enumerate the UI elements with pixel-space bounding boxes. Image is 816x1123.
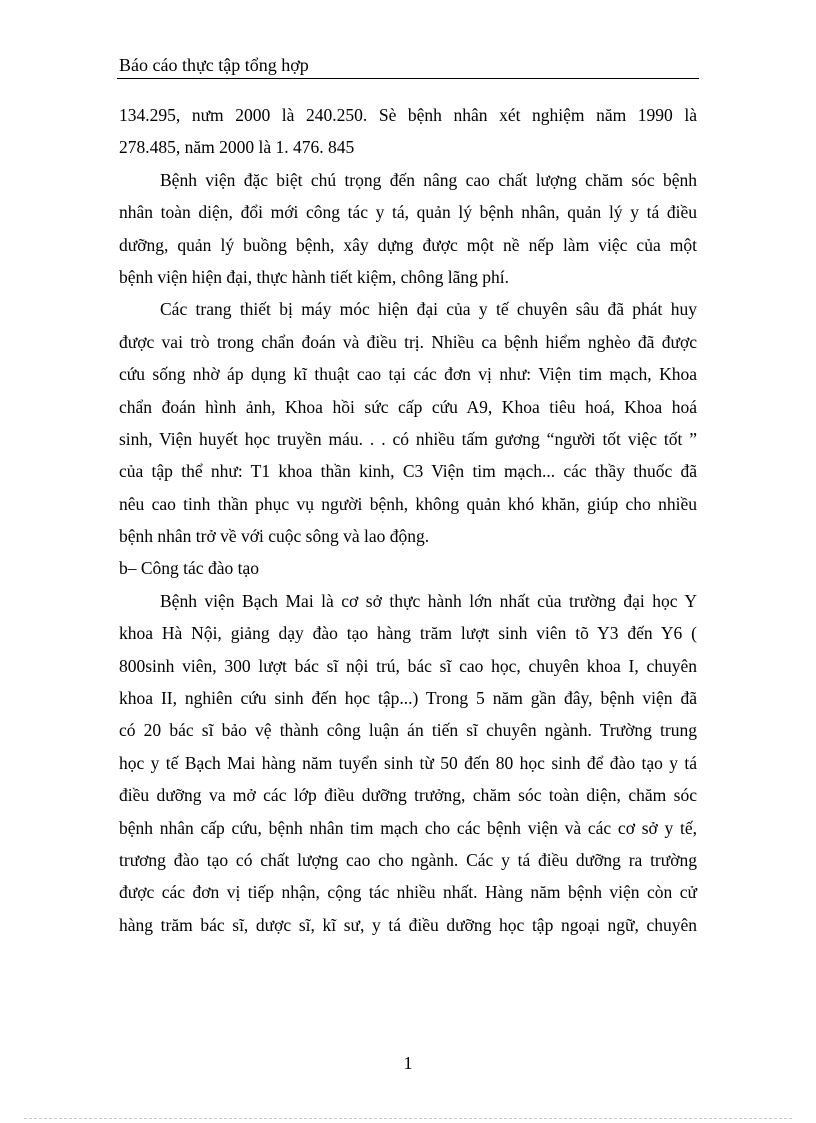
text-line: sinh, Viện huyết học truyền máu. . . có nhiều tấm gương “người tốt việc tốt ” [119,428,697,449]
text-line: nhân toàn diện, đổi mới công tác y tá, quản lý bệnh nhân, quản lý y tá điều [119,202,697,223]
text-line: dưỡng, quản lý buồng bệnh, xây dựng được một nề nếp làm việc của một [119,234,697,255]
page-number: 1 [403,1053,413,1073]
text-line: 134.295, nưm 2000 là 240.250. Sè bệnh nhân xét nghiệm năm 1990 là [119,105,697,125]
text-line: bệnh nhân trở về với cuộc sông và lao động. [119,526,430,547]
text-line: chẩn đoán hình ảnh, Khoa hồi sức cấp cứu A9, Khoa tiêu hoá, Khoa hoá [119,396,697,417]
text-line: được vai trò trong chẩn đoán và điều trị. Nhiều ca bệnh hiểm nghèo đã được [119,331,697,352]
section-heading [119,552,697,584]
text-line: được các đơn vị tiếp nhận, cộng tác nhiều nhất. Hàng năm bệnh viện còn cử [119,882,697,903]
text-line: khoa II, nghiên cứu sinh đến học tập...) Trong 5 năm gần đây, bệnh viện đã [119,688,697,709]
text-line: học y tế Bạch Mai hàng năm tuyển sinh từ 50 đến 80 học sinh để đào tạo y tá [119,752,697,773]
text-line: Bệnh viện đặc biệt chú trọng đến nâng cao chất lượng chăm sóc bệnh [160,169,697,190]
document-body [119,99,697,941]
text-line: có 20 bác sĩ bảo vệ thành công luận án tiến sĩ chuyên ngành. Trường trung [119,720,697,741]
paragraph [119,99,697,164]
paragraph [119,585,697,941]
header-title: Báo cáo thực tập tổng hợp [119,55,309,75]
text-line: cứu sống nhờ áp dụng kĩ thuật cao tại các đơn vị như: Viện tim mạch, Khoa [119,364,697,385]
text-line: Bệnh viện Bạch Mai là cơ sở thực hành lớn nhất của trường đại học Y [160,590,697,611]
text-line: 800sinh viên, 300 lượt bác sĩ nội trú, bác sĩ cao học, chuyên khoa I, chuyên [119,655,697,676]
text-line: 278.485, năm 2000 là 1. 476. 845 [119,137,355,158]
text-line: bệnh viện hiện đại, thực hành tiết kiệm, chông lãng phí. [119,266,510,287]
page-header [117,52,699,79]
text-line: khoa Hà Nội, giảng dạy đào tạo hàng trăm lượt sinh viên tõ Y3 đến Y6 ( [119,623,697,644]
text-line: hàng trăm bác sĩ, dược sĩ, kĩ sư, y tá điều dưỡng học tập ngoại ngữ, chuyên [119,914,697,935]
text-line: Các trang thiết bị máy móc hiện đại của y tế chuyên sâu đã phát huy [160,299,697,320]
text-line: trương đào tạo có chất lượng cao cho ngành. Các y tá điều dưỡng ra trường [119,849,697,870]
page-bottom-divider [24,1118,792,1119]
text-line: b– Công tác đào tạo [119,558,259,579]
text-line: nêu cao tinh thần phục vụ người bệnh, không quản khó khăn, giúp cho nhiều [119,493,697,514]
paragraph [119,164,697,294]
text-line: bệnh nhân cấp cứu, bệnh nhân tim mạch cho các bệnh viện và các cơ sở y tế, [119,817,697,838]
text-line: điều dưỡng va mở các lớp điều dưỡng trưởng, chăm sóc toàn diện, chăm sóc [119,785,697,806]
text-line: của tập thể như: T1 khoa thần kinh, C3 Viện tim mạch... các thầy thuốc đã [119,461,697,482]
paragraph [119,293,697,552]
